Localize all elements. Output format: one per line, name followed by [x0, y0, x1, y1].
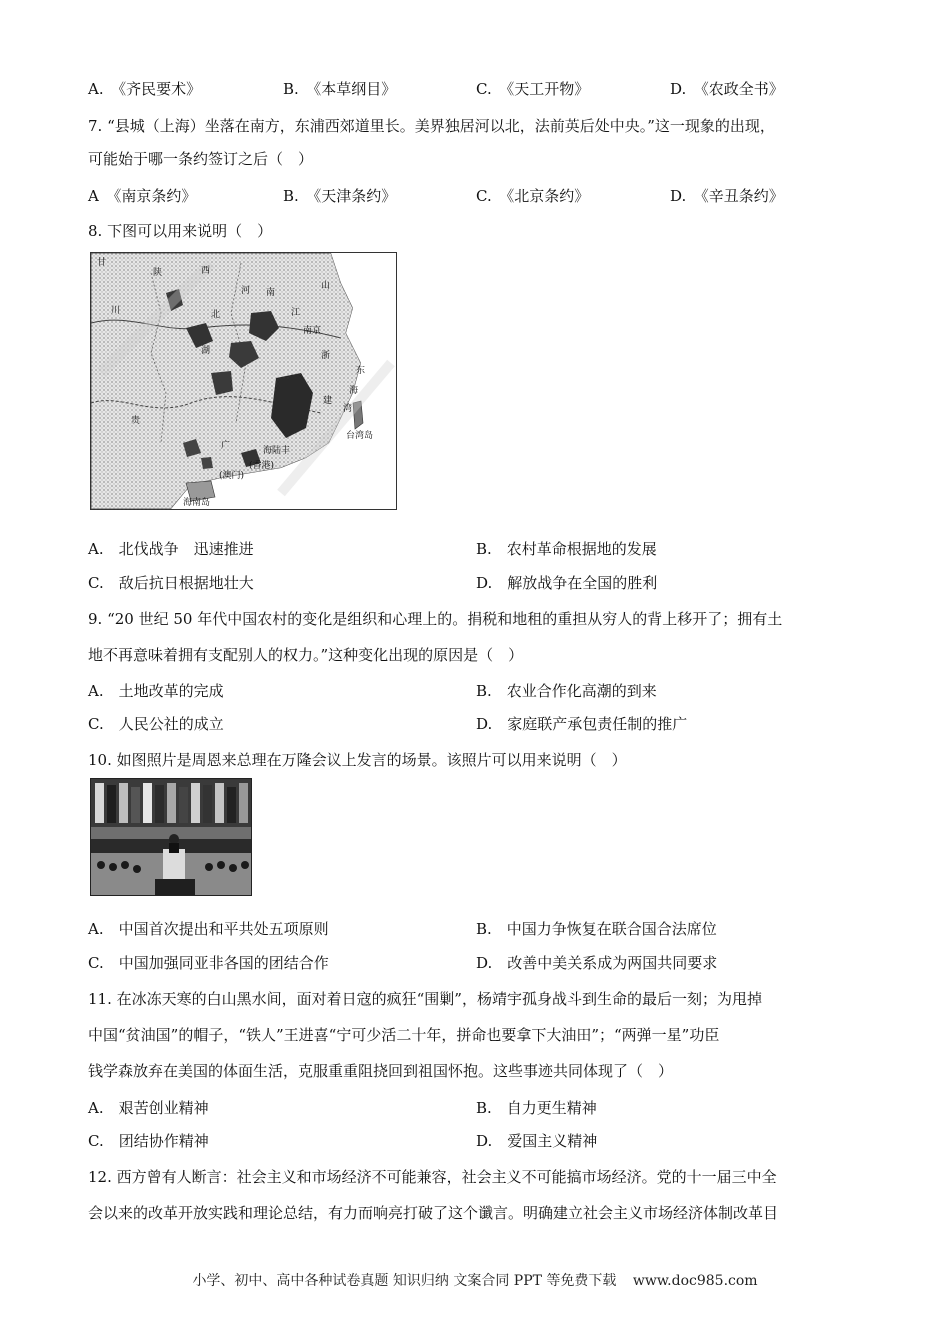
q10-option-b: B. 中国力争恢复在联合国合法席位 [476, 920, 717, 938]
footer-link[interactable]: www.doc985.com [632, 1273, 758, 1289]
q8-option-c: C. 敌后抗日根据地壮大 [88, 574, 254, 592]
map-label-gui: 贵 [131, 416, 141, 426]
footer-text: 小学、初中、高中各种试卷真题 知识归纳 文案合同 PPT 等免费下载 [192, 1273, 617, 1289]
revolution-base-map [90, 252, 397, 510]
map-label-jian: 建 [323, 396, 333, 406]
map-label-hainandao: 海南岛 [183, 498, 211, 508]
q11-option-a: A. 艰苦创业精神 [88, 1099, 209, 1117]
map-label-nan1: 南 [266, 288, 276, 298]
q10-option-c: C. 中国加强同亚非各国的团结合作 [88, 954, 329, 972]
map-label-shan: 陕 [153, 268, 163, 278]
bandung-photo-drawing [91, 779, 251, 895]
q6-option-d: D. 《农政全书》 [670, 80, 784, 98]
page-footer [0, 1270, 950, 1290]
q12-stem-line2: 会以来的改革开放实践和理论总结，有力而响亮打破了这个谶言。明确建立社会主义市场经济体制改革目 [88, 1204, 779, 1222]
q8-option-d: D. 解放战争在全国的胜利 [476, 574, 658, 592]
q9-option-c: C. 人民公社的成立 [88, 715, 224, 733]
map-label-xi: 西 [201, 266, 211, 276]
map-label-hailufeng: 海陆丰 [263, 446, 291, 456]
map-label-zhe: 浙 [321, 351, 331, 361]
q11-option-d: D. 爱国主义精神 [476, 1132, 598, 1150]
q9-option-d: D. 家庭联产承包责任制的推广 [476, 715, 688, 733]
q11-option-c: C. 团结协作精神 [88, 1132, 209, 1150]
map-label-macau: (澳门) [219, 471, 245, 481]
q11-stem-line1: 11. 在冰冻天寒的白山黑水间，面对着日寇的疯狂“围剿”，杨靖宇孤身战斗到生命的最后一刻；为甩掉 [88, 990, 762, 1008]
map-label-he: 河 [241, 286, 251, 296]
q12-stem-line1: 12. 西方曾有人断言：社会主义和市场经济不可能兼容，社会主义不可能搞市场经济。党的十一届三中全 [88, 1168, 777, 1186]
q6-option-c: C. 《天工开物》 [476, 80, 590, 98]
q7-stem-line2: 可能始于哪一条约签订之后（ ） [88, 150, 314, 168]
map-label-dong: 东 [356, 366, 366, 376]
map-label-hai: 海 [349, 386, 359, 396]
q10-stem: 10. 如图照片是周恩来总理在万隆会议上发言的场景。该照片可以用来说明（ ） [88, 751, 627, 769]
q10-option-d: D. 改善中美关系成为两国共同要求 [476, 954, 718, 972]
map-label-nanjing: 南京 [303, 326, 322, 336]
q7-stem-line1: 7. “县城（上海）坐落在南方，东浦西郊道里长。美界独居河以北，法前英后处中央。”这一现象的出现， [88, 117, 775, 135]
q9-stem-line2: 地不再意味着拥有支配别人的权力。”这种变化出现的原因是（ ） [88, 646, 524, 664]
q11-option-b: B. 自力更生精神 [476, 1099, 597, 1117]
map-drawing [91, 253, 396, 509]
map-label-shan2: 山 [321, 281, 331, 291]
q8-option-a: A. 北伐战争 迅速推进 [88, 540, 254, 558]
q10-option-a: A. 中国首次提出和平共处五项原则 [88, 920, 329, 938]
map-label-hu: 湖 [201, 346, 211, 356]
q11-stem-line3: 钱学森放弃在美国的体面生活，克服重重阻挠回到祖国怀抱。这些事迹共同体现了（ ） [88, 1062, 674, 1080]
q9-option-a: A. 土地改革的完成 [88, 682, 224, 700]
q7-option-b: B. 《天津条约》 [283, 187, 397, 205]
q8-option-b: B. 农村革命根据地的发展 [476, 540, 657, 558]
q6-option-a: A. 《齐民要术》 [88, 80, 202, 98]
q9-option-b: B. 农业合作化高潮的到来 [476, 682, 657, 700]
q6-option-b: B. 《本草纲目》 [283, 80, 397, 98]
q11-stem-line2: 中国“贫油国”的帽子，“铁人”王进喜“宁可少活二十年，拼命也要拿下大油田”；“两弹一星”功臣 [88, 1026, 720, 1044]
map-label-hongkong: (香港) [249, 461, 275, 471]
q7-option-d: D. 《辛丑条约》 [670, 187, 784, 205]
map-label-taiwandao: 台湾岛 [346, 431, 374, 441]
map-label-jiang: 江 [291, 308, 301, 318]
q8-stem: 8. 下图可以用来说明（ ） [88, 222, 273, 240]
map-label-bei: 北 [211, 310, 221, 320]
map-label-wan: 湾 [343, 404, 353, 414]
map-label-guang: 广 [221, 441, 231, 451]
q9-stem-line1: 9. “20 世纪 50 年代中国农村的变化是组织和心理上的。捐税和地租的重担从穷人的背上移开了；拥有土 [88, 610, 783, 628]
bandung-photo [90, 778, 252, 896]
map-label-gan: 甘 [97, 258, 107, 268]
q7-option-a: A 《南京条约》 [88, 187, 197, 205]
q7-option-c: C. 《北京条约》 [476, 187, 590, 205]
map-label-chuan: 川 [111, 306, 121, 316]
